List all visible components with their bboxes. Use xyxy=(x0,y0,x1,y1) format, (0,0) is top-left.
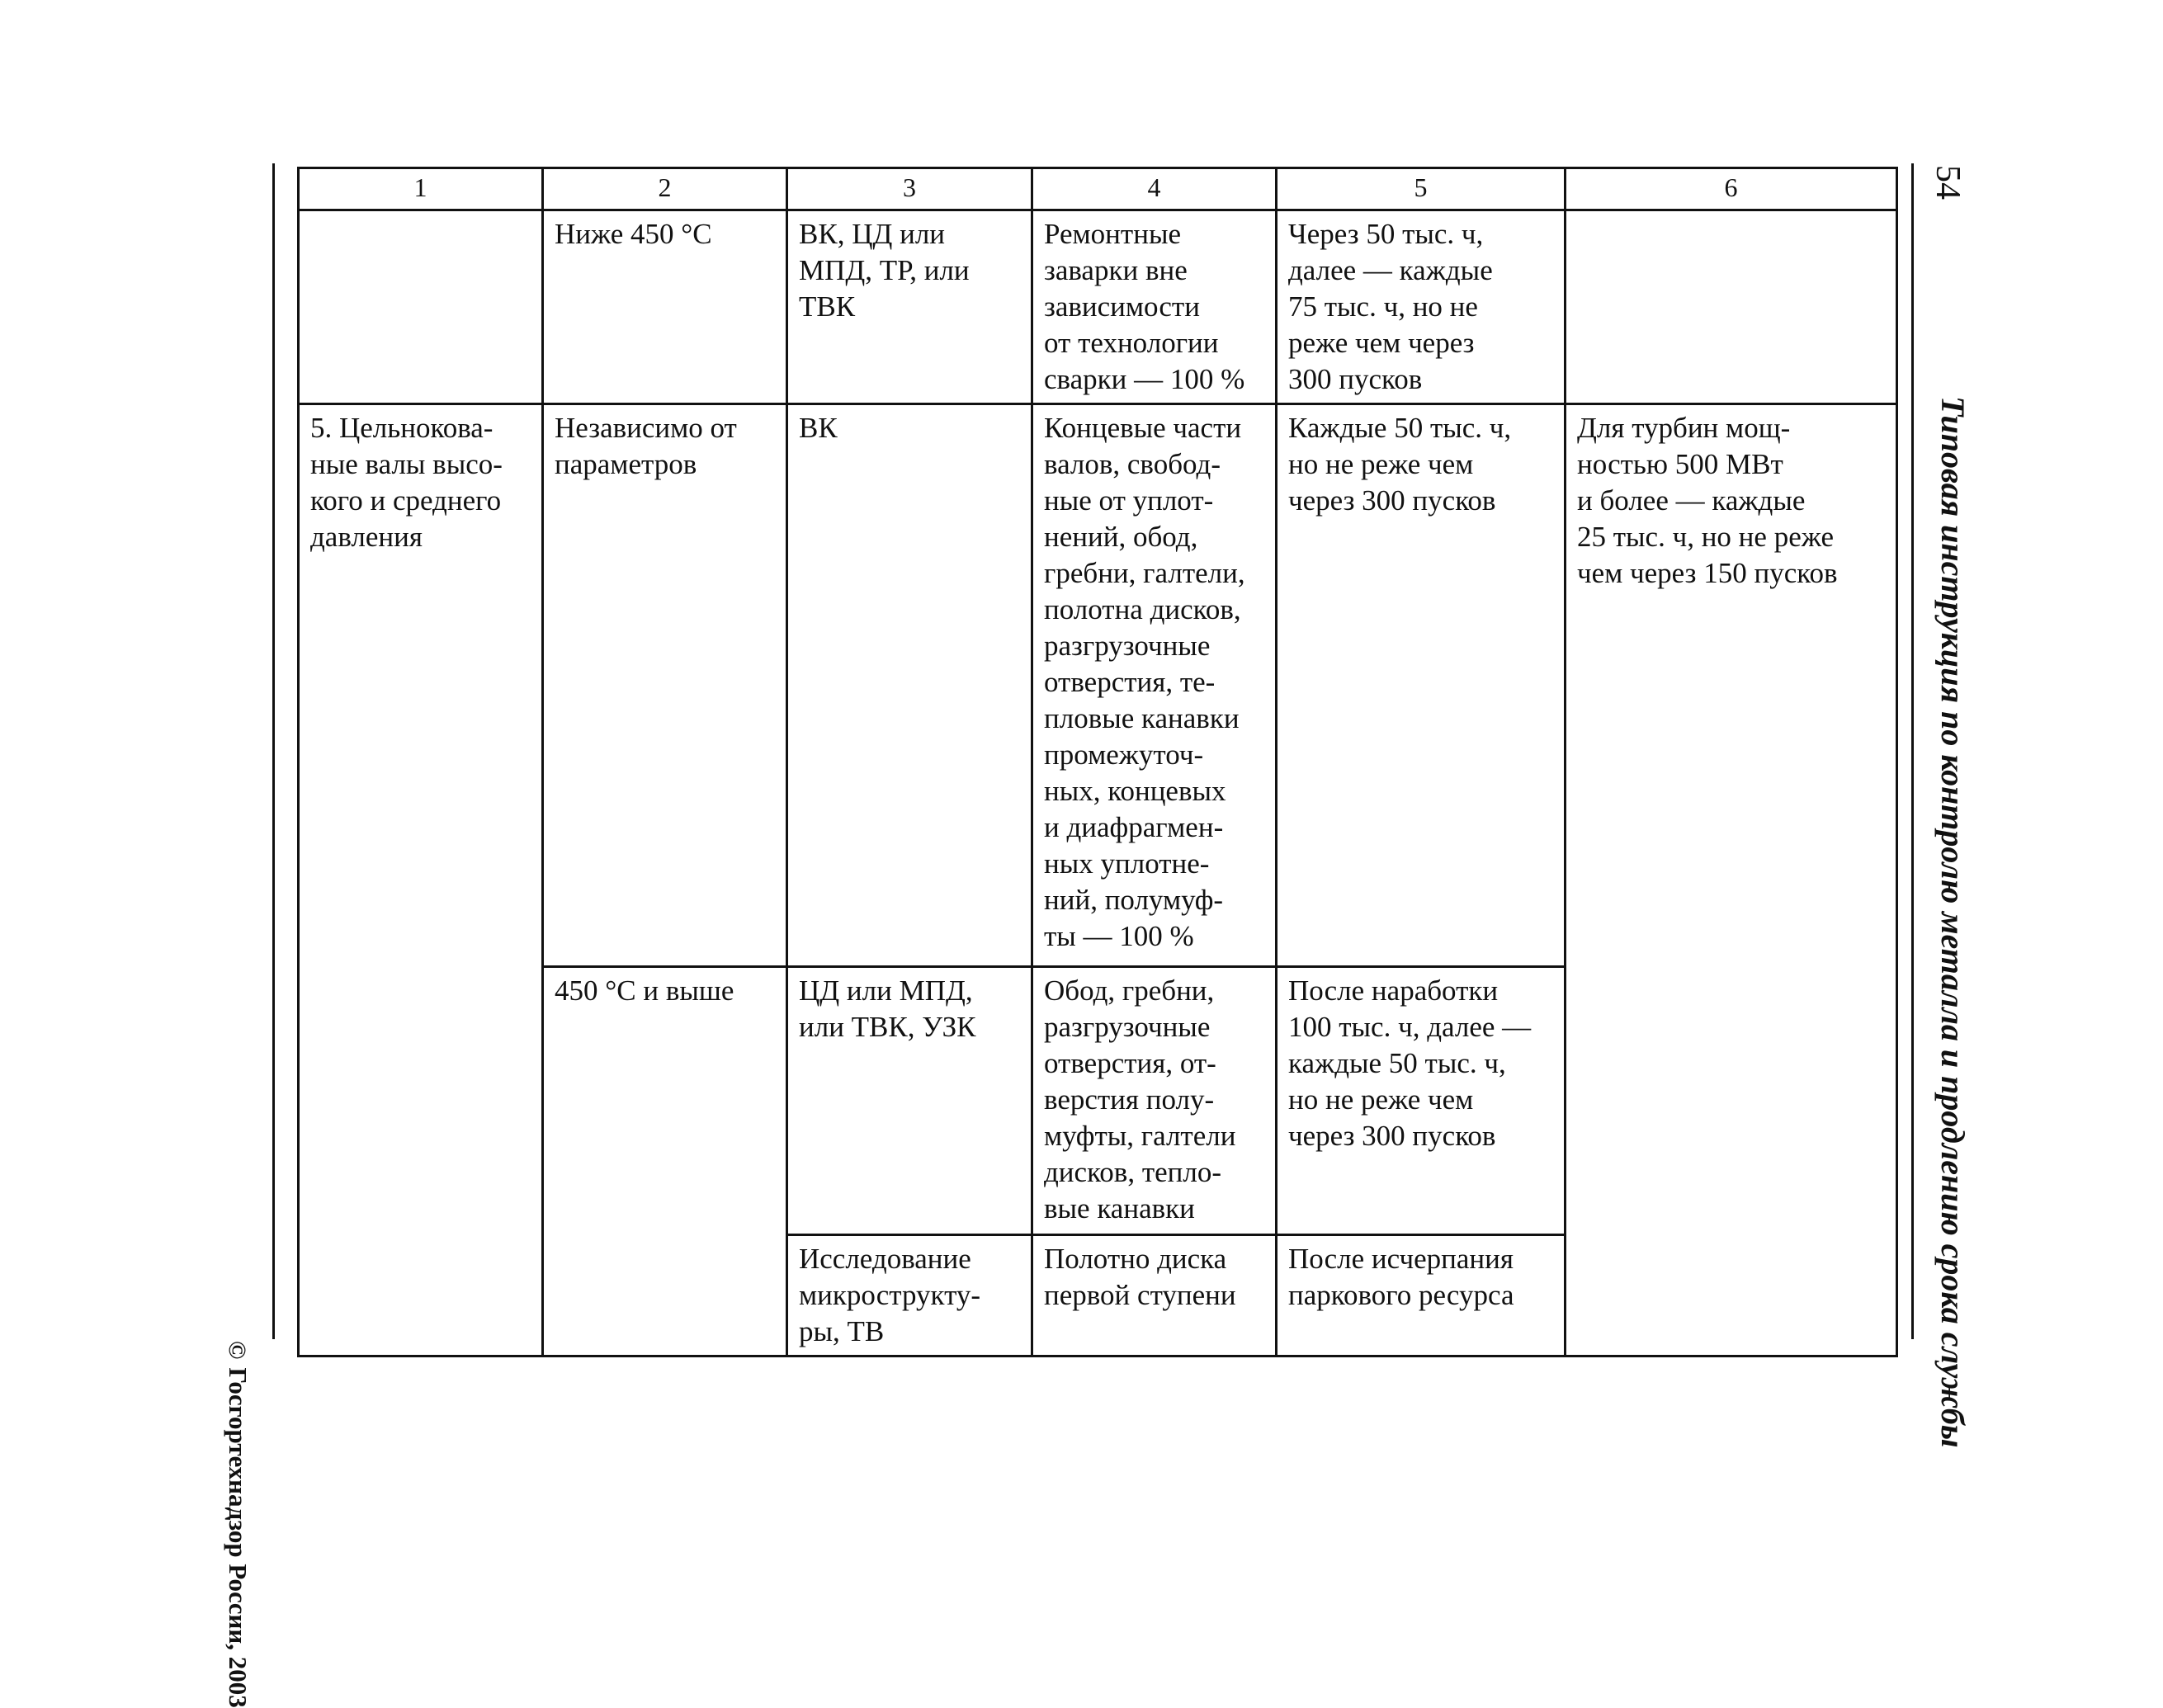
row2-method-cell: ВК xyxy=(787,404,1032,967)
row4-zone-cell: Полотно диска первой ступени xyxy=(1032,1235,1277,1356)
row1-parameters-cell: Ниже 450 °С xyxy=(543,210,787,404)
header-cell-3: 3 xyxy=(787,168,1032,210)
row2-object-cell: 5. Цельнокова- ные валы высо- кого и среднего давления xyxy=(299,404,543,1356)
row3-method-cell: ЦД или МПД, или ТВК, УЗК xyxy=(787,967,1032,1235)
row2-zone-cell: Концевые части валов, свобод- ные от уплот- нений, обод, гребни, галтели, полотна дисков, разгрузочные отверстия, те- пловые канавки промежуточ- ных, концевых и диафрагмен- ных уплотне- ний, полумуф- ты — 100 % xyxy=(1032,404,1277,967)
copyright-text: Госгортехнадзор России, 2003 xyxy=(224,1367,253,1708)
row1-zone-cell: Ремонтные заварки вне зависимости от технологии сварки — 100 % xyxy=(1032,210,1277,404)
running-title: Типовая инструкция по контролю металла и продлению срока службы xyxy=(1934,396,1972,1448)
row1-method-cell: ВК, ЦД или МПД, ТР, или ТВК xyxy=(787,210,1032,404)
header-cell-1: 1 xyxy=(299,168,543,210)
copyright-symbol: © xyxy=(224,1341,251,1360)
inspection-table xyxy=(297,167,1898,1357)
copyright-footer xyxy=(220,1341,256,1708)
row2-parameters-cell: Независимо от параметров xyxy=(543,404,787,967)
row4-period-cell: После исчерпания паркового ресурса xyxy=(1277,1235,1566,1356)
table-row xyxy=(299,210,1897,404)
row2-period-cell: Каждые 50 тыс. ч, но не реже чем через 300 пусков xyxy=(1277,404,1566,967)
table-row xyxy=(299,404,1897,967)
row1-object-cell xyxy=(299,210,543,404)
left-margin-rule xyxy=(272,163,275,1339)
right-margin-rule xyxy=(1911,163,1914,1339)
row1-period-cell: Через 50 тыс. ч, далее — каждые 75 тыс. ч, но не реже чем через 300 пусков xyxy=(1277,210,1566,404)
header-cell-2: 2 xyxy=(543,168,787,210)
row1-notes-cell xyxy=(1566,210,1897,404)
header-cell-5: 5 xyxy=(1277,168,1566,210)
header-cell-4: 4 xyxy=(1032,168,1277,210)
table-header-row xyxy=(299,168,1897,210)
header-cell-6: 6 xyxy=(1566,168,1897,210)
row3-parameters-cell: 450 °С и выше xyxy=(543,967,787,1356)
page-number: 54 xyxy=(1929,165,1967,200)
row3-period-cell: После наработки 100 тыс. ч, далее — каждые 50 тыс. ч, но не реже чем через 300 пусков xyxy=(1277,967,1566,1235)
row2-notes-cell: Для турбин мощ- ностью 500 МВт и более — каждые 25 тыс. ч, но не реже чем через 150 пусков xyxy=(1566,404,1897,1356)
row3-zone-cell: Обод, гребни, разгрузочные отверстия, от- верстия полу- муфты, галтели дисков, тепло- вые канавки xyxy=(1032,967,1277,1235)
row4-method-cell: Исследование микрострукту- ры, ТВ xyxy=(787,1235,1032,1356)
